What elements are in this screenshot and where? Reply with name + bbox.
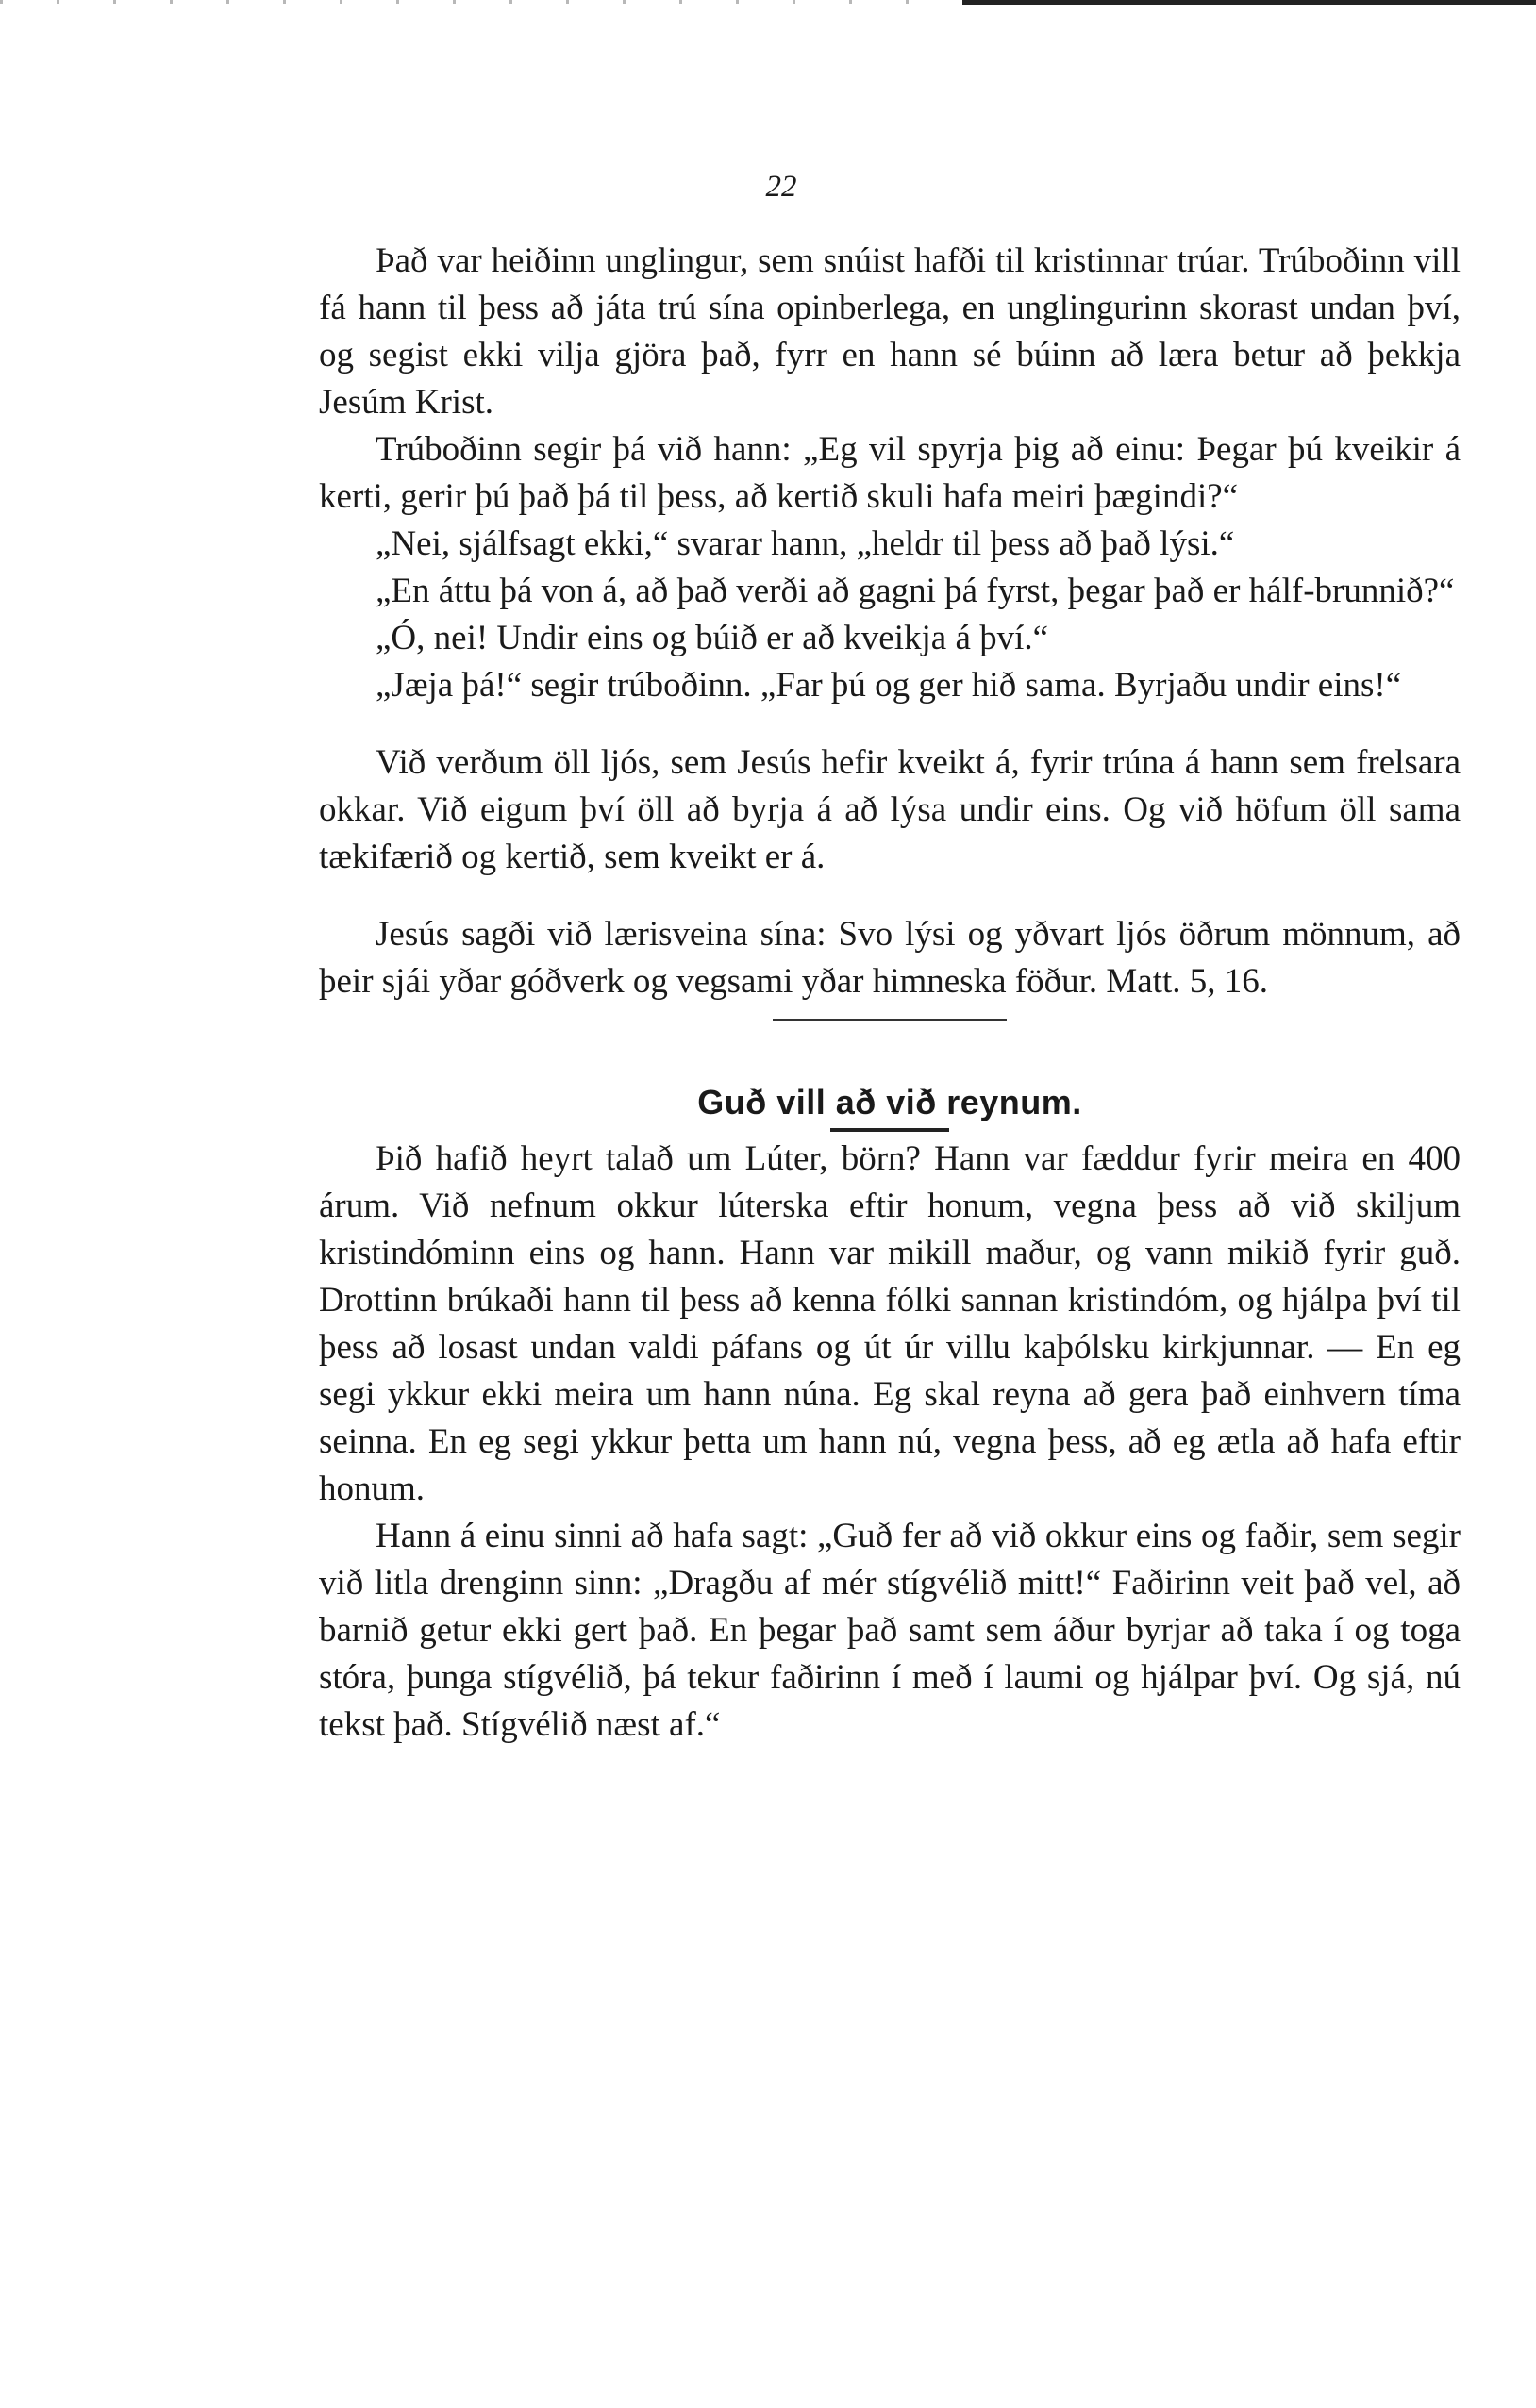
story-paragraph-1: Það var heiðinn unglingur, sem snúist hafði til kristinnar trúar. Trúboðinn vill fá hann til þess að játa trú sína opinberlega, en unglingurinn skorast undan því, og segist ekki vilja gjöra það, fyrr en hann sé búinn að læra betur að þekkja Jesúm Krist. — [319, 241, 1461, 422]
story-paragraph-2: Trúboðinn segir þá við hann: „Eg vil spyrja þig að einu: Þegar þú kveikir á kerti, gerir þú það þá til þess, að kertið skuli hafa meiri þægindi?“ — [319, 430, 1461, 516]
lesson-paragraph: Við verðum öll ljós, sem Jesús hefir kveikt á, fyrir trúna á hann sem frelsara okkar. Við eigum því öll að byrja á að lýsa undir eins. Og við höfum öll sama tækifærið og kertið, sem kveikt er á. — [319, 743, 1461, 876]
scan-edge-line — [962, 0, 1536, 5]
luther-paragraph-1: Þið hafið heyrt talað um Lúter, börn? Hann var fæddur fyrir meira en 400 árum. Við nefnum okkur lúterska eftir honum, vegna þess að við skiljum kristindóminn eins og hann. Hann var mikill maður, og vann mikið fyrir guð. Drottinn brúkaði hann til þess að kenna fólki sannan kristindóm, og hjálpa því til þess að losast undan valdi páfans og út úr villu kaþólsku kirkjunnar. — En eg segi ykkur ekki meira um hann núna. Eg skal reyna að gera það einhvern tíma seinna. En eg segi ykkur þetta um hann nú, vegna þess, að eg ætla að hafa eftir honum. — [319, 1139, 1461, 1508]
story-paragraph-4: „En áttu þá von á, að það verði að gagni þá fyrst, þegar það er hálf-brunnið?“ — [376, 572, 1455, 610]
spacer — [319, 1021, 1461, 1083]
scan-edge-dots — [0, 0, 943, 4]
story-paragraph-6: „Jæja þá!“ segir trúboðinn. „Far þú og ger hið sama. Byrjaðu undir eins!“ — [376, 666, 1402, 705]
scripture-paragraph: Jesús sagði við lærisveina sína: Svo lýsi og yðvart ljós öðrum mönnum, að þeir sjái yðar góðverk og vegsami yðar himneska föður. Matt. 5, 16. — [319, 915, 1461, 1001]
luther-paragraph-2: Hann á einu sinni að hafa sagt: „Guð fer að við okkur eins og faðir, sem segir við litla drenginn sinn: „Dragðu af mér stígvélið mitt!“ Faðirinn veit það vel, að barnið getur ekki gert það. En þegar það samt sem áður byrjar að taka í og toga stóra, þunga stígvélið, þá tekur faðirinn í með í laumi og hjálpar því. Og sjá, nú tekst það. Stígvélið næst af.“ — [319, 1517, 1461, 1744]
story-paragraph-3: „Nei, sjálfsagt ekki,“ svarar hann, „heldr til þess að það lýsi.“ — [376, 524, 1235, 563]
story-paragraph-5: „Ó, nei! Undir eins og búið er að kveikja á því.“ — [376, 619, 1049, 657]
section-heading: Guð vill að við reynum. — [697, 1083, 1082, 1121]
page-number: 22 — [765, 170, 797, 204]
spacer — [319, 709, 1461, 739]
page-body — [319, 238, 1461, 1749]
spacer — [319, 1005, 1461, 1019]
spacer — [319, 881, 1461, 911]
